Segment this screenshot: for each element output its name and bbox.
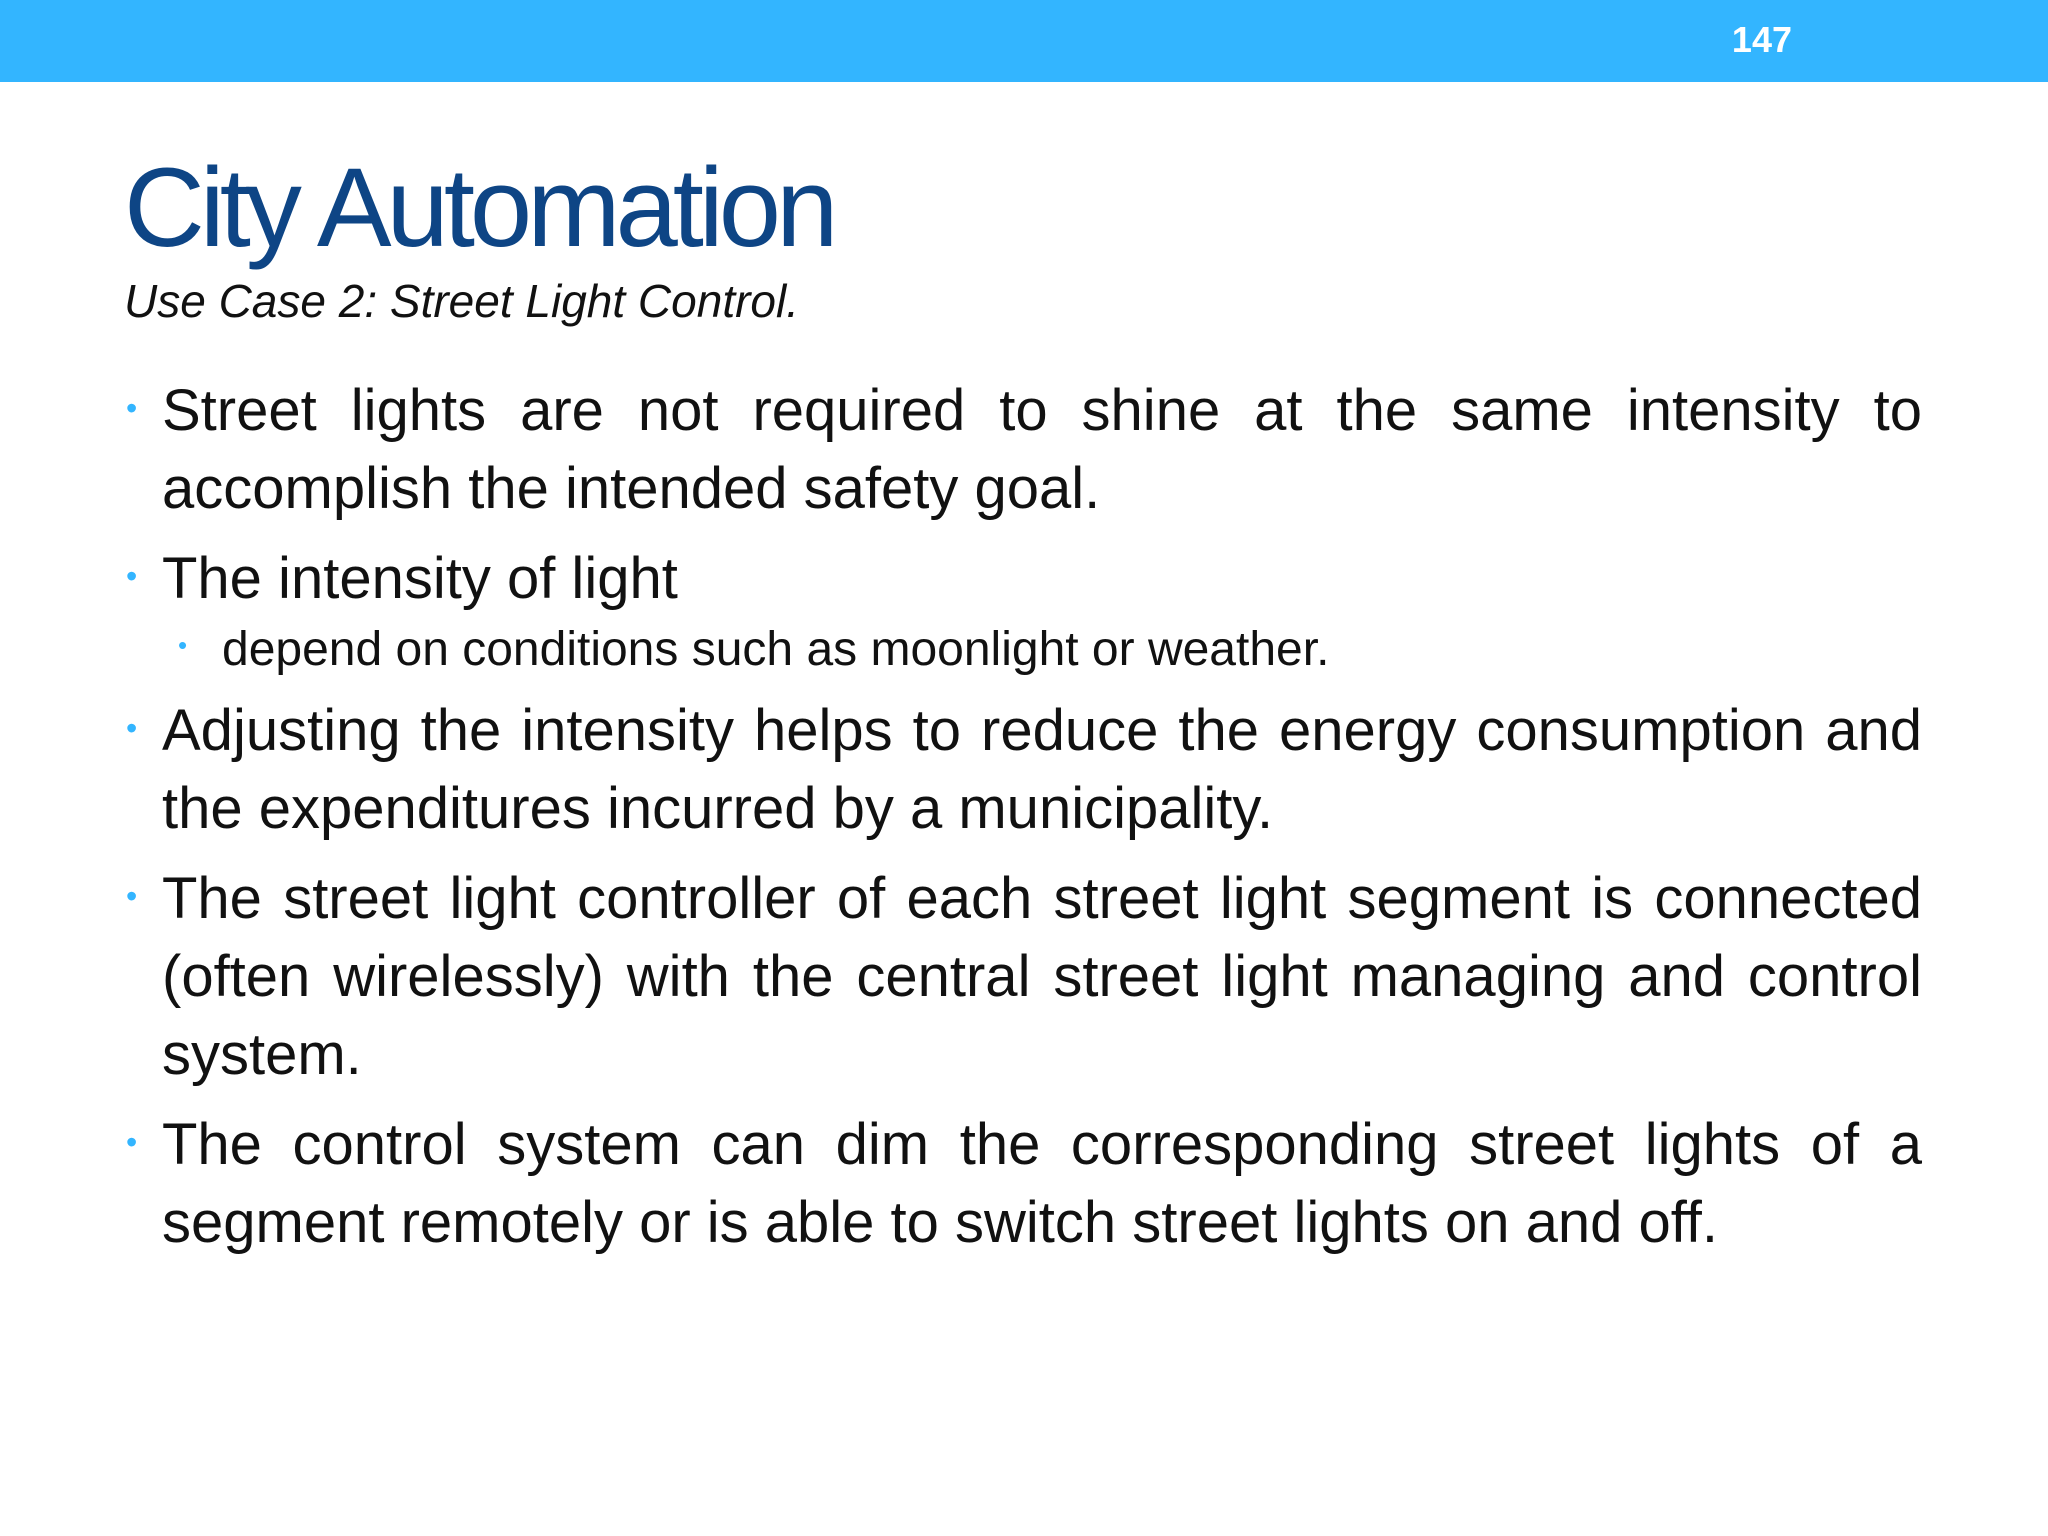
bullet-text: Street lights are not required to shine at the same intensity to accomplish the intended safety goal. bbox=[162, 378, 1922, 521]
bullet-item bbox=[124, 372, 1922, 528]
slide-title: City Automation bbox=[124, 145, 834, 270]
bullet-text: Adjusting the intensity helps to reduce the energy consumption and the expenditures incurred by a municipality. bbox=[162, 698, 1922, 841]
bullet-dot-icon: • bbox=[126, 558, 138, 594]
bullet-text: The control system can dim the corresponding street lights of a segment remotely or is able to switch street lights on and off. bbox=[162, 1112, 1922, 1255]
bullet-dot-icon: • bbox=[126, 1124, 138, 1160]
page-number: 147 bbox=[1731, 19, 1792, 60]
bullet-dot-icon: • bbox=[126, 878, 138, 914]
top-bar bbox=[0, 0, 2048, 82]
bullet-dot-icon: • bbox=[126, 710, 138, 746]
bullet-text: The intensity of light bbox=[162, 546, 678, 611]
sub-bullet-text: depend on conditions such as moonlight or weather. bbox=[222, 623, 1330, 676]
bullet-list bbox=[124, 372, 1922, 1274]
sub-bullet-list bbox=[162, 620, 1922, 680]
sub-bullet-item bbox=[162, 620, 1922, 680]
bullet-dot-icon: • bbox=[178, 630, 188, 660]
bullet-item bbox=[124, 540, 1922, 680]
bullet-item bbox=[124, 860, 1922, 1094]
bullet-dot-icon: • bbox=[126, 390, 138, 426]
bullet-item bbox=[124, 1106, 1922, 1262]
bullet-text: The street light controller of each street light segment is connected (often wirelessly) with the central street light managing and control system. bbox=[162, 866, 1922, 1087]
bullet-item bbox=[124, 692, 1922, 848]
slide-subtitle: Use Case 2: Street Light Control. bbox=[124, 275, 799, 327]
